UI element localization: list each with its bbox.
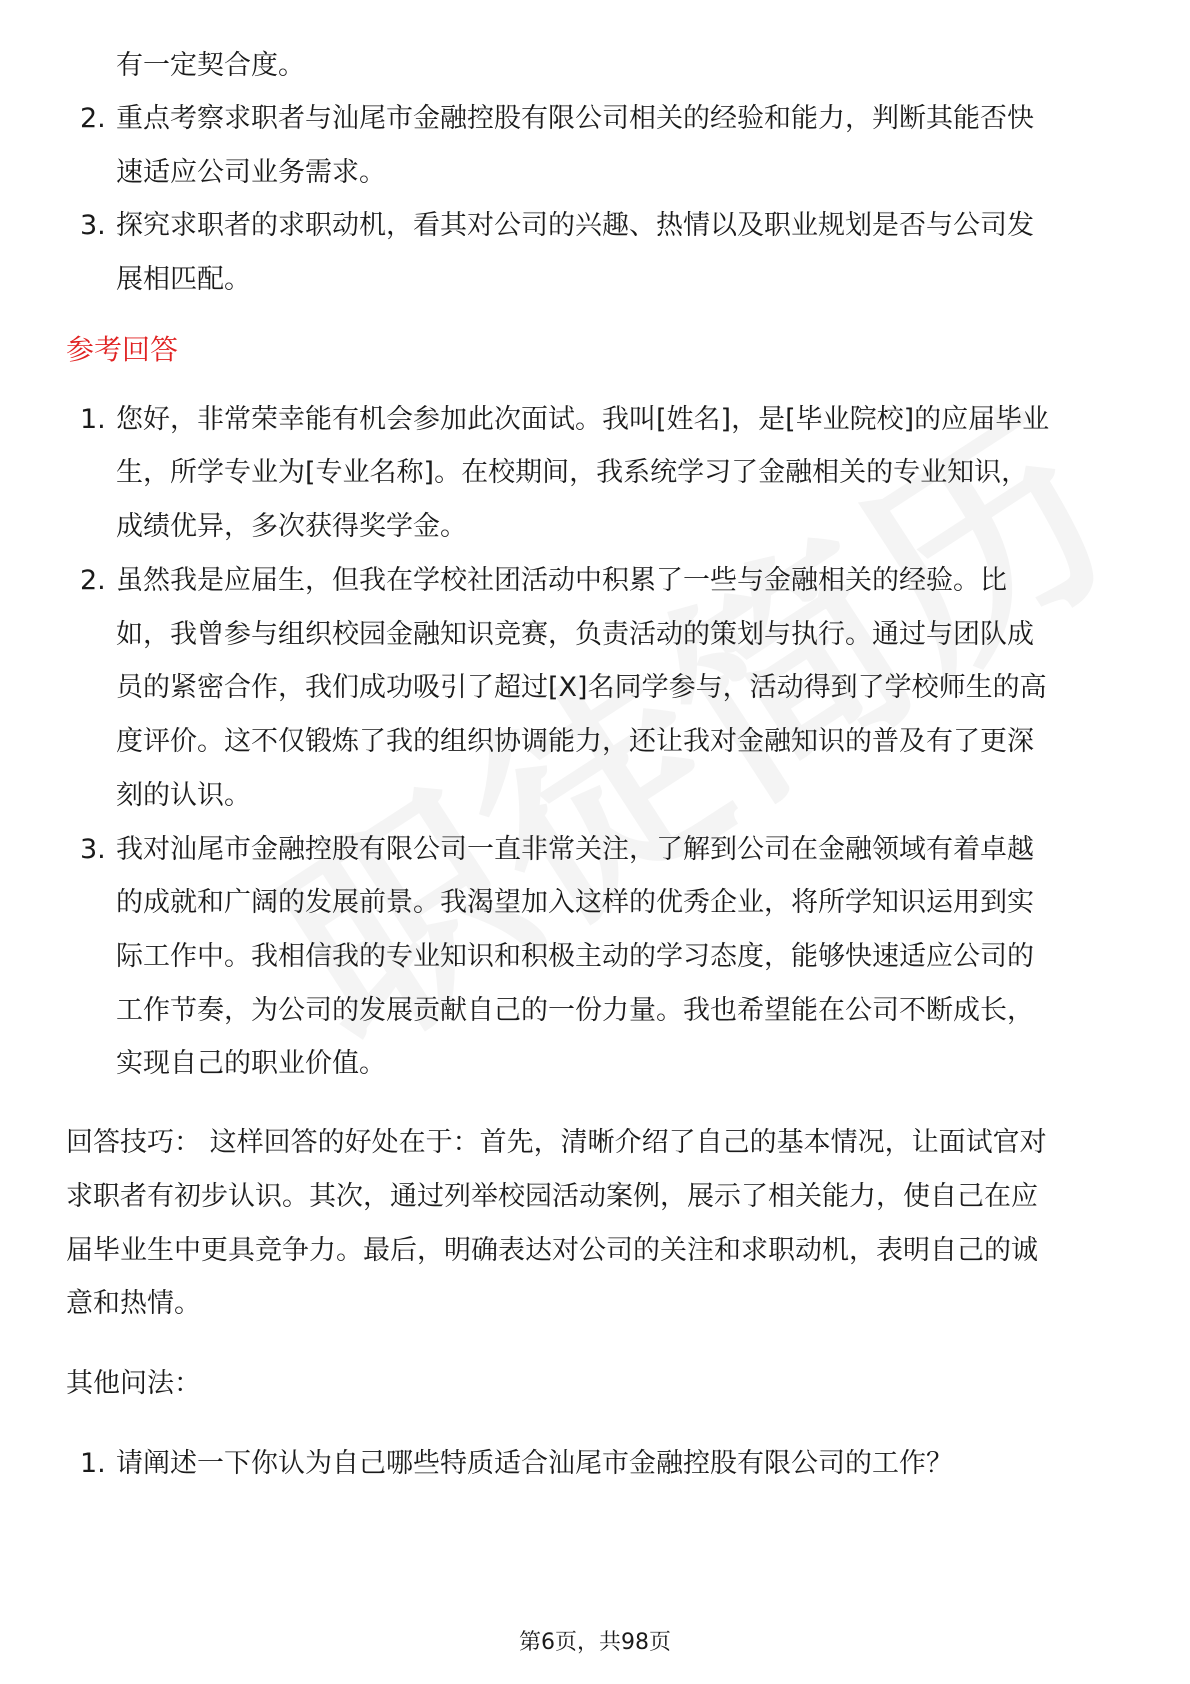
section-heading-answer: 参考回答 <box>66 333 179 366</box>
list-item-line: 度评价。这不仅锻炼了我的组织协调能力，还让我对金融知识的普及有了更深 <box>116 726 1034 757</box>
list-number: 2. <box>80 103 106 134</box>
list-item-line: 员的紧密合作，我们成功吸引了超过[X]名同学参与，活动得到了学校师生的高 <box>116 672 1047 703</box>
list-item-line: 如，我曾参与组织校园金融知识竞赛，负责活动的策划与执行。通过与团队成 <box>116 619 1034 650</box>
section-heading-other: 其他问法： <box>66 1368 201 1399</box>
list-item-line: 重点考察求职者与汕尾市金融控股有限公司相关的经验和能力，判断其能否快 <box>116 103 1034 134</box>
list-item-line: 您好，非常荣幸能有机会参加此次面试。我叫[姓名]，是[毕业院校]的应届毕业 <box>116 404 1050 435</box>
tips-paragraph-line: 回答技巧： 这样回答的好处在于：首先，清晰介绍了自己的基本情况，让面试官对 <box>66 1127 1047 1158</box>
list-number: 3. <box>80 834 106 865</box>
tips-paragraph-line: 求职者有初步认识。其次，通过列举校园活动案例，展示了相关能力，使自己在应 <box>66 1181 1038 1212</box>
list-number: 2. <box>80 565 106 596</box>
list-number: 3. <box>80 210 106 241</box>
list-item-line: 的成就和广阔的发展前景。我渴望加入这样的优秀企业，将所学知识运用到实 <box>116 887 1034 918</box>
list-item-line: 展相匹配。 <box>116 264 251 295</box>
list-number: 1. <box>80 404 106 435</box>
list-item-line: 生，所学专业为[专业名称]。在校期间，我系统学习了金融相关的专业知识， <box>116 457 1029 488</box>
list-item-line: 虽然我是应届生，但我在学校社团活动中积累了一些与金融相关的经验。比 <box>116 565 1007 596</box>
list-item-line: 请阐述一下你认为自己哪些特质适合汕尾市金融控股有限公司的工作？ <box>116 1448 953 1479</box>
list-item-line: 际工作中。我相信我的专业知识和积极主动的学习态度，能够快速适应公司的 <box>116 941 1034 972</box>
continuation-text: 有一定契合度。 <box>116 50 305 81</box>
page-footer: 第6页，共98页 <box>519 1630 671 1655</box>
tips-paragraph-line: 意和热情。 <box>66 1288 201 1319</box>
list-item-line: 我对汕尾市金融控股有限公司一直非常关注，了解到公司在金融领域有着卓越 <box>116 834 1034 865</box>
list-item-line: 实现自己的职业价值。 <box>116 1048 386 1079</box>
list-number: 1. <box>80 1448 106 1479</box>
list-item-line: 工作节奏，为公司的发展贡献自己的一份力量。我也希望能在公司不断成长， <box>116 995 1034 1026</box>
list-item-line: 成绩优异，多次获得奖学金。 <box>116 511 467 542</box>
list-item-line: 刻的认识。 <box>116 780 251 811</box>
tips-paragraph-line: 届毕业生中更具竞争力。最后，明确表达对公司的关注和求职动机，表明自己的诚 <box>66 1235 1038 1266</box>
list-item-line: 速适应公司业务需求。 <box>116 157 386 188</box>
list-item-line: 探究求职者的求职动机，看其对公司的兴趣、热情以及职业规划是否与公司发 <box>116 210 1034 241</box>
